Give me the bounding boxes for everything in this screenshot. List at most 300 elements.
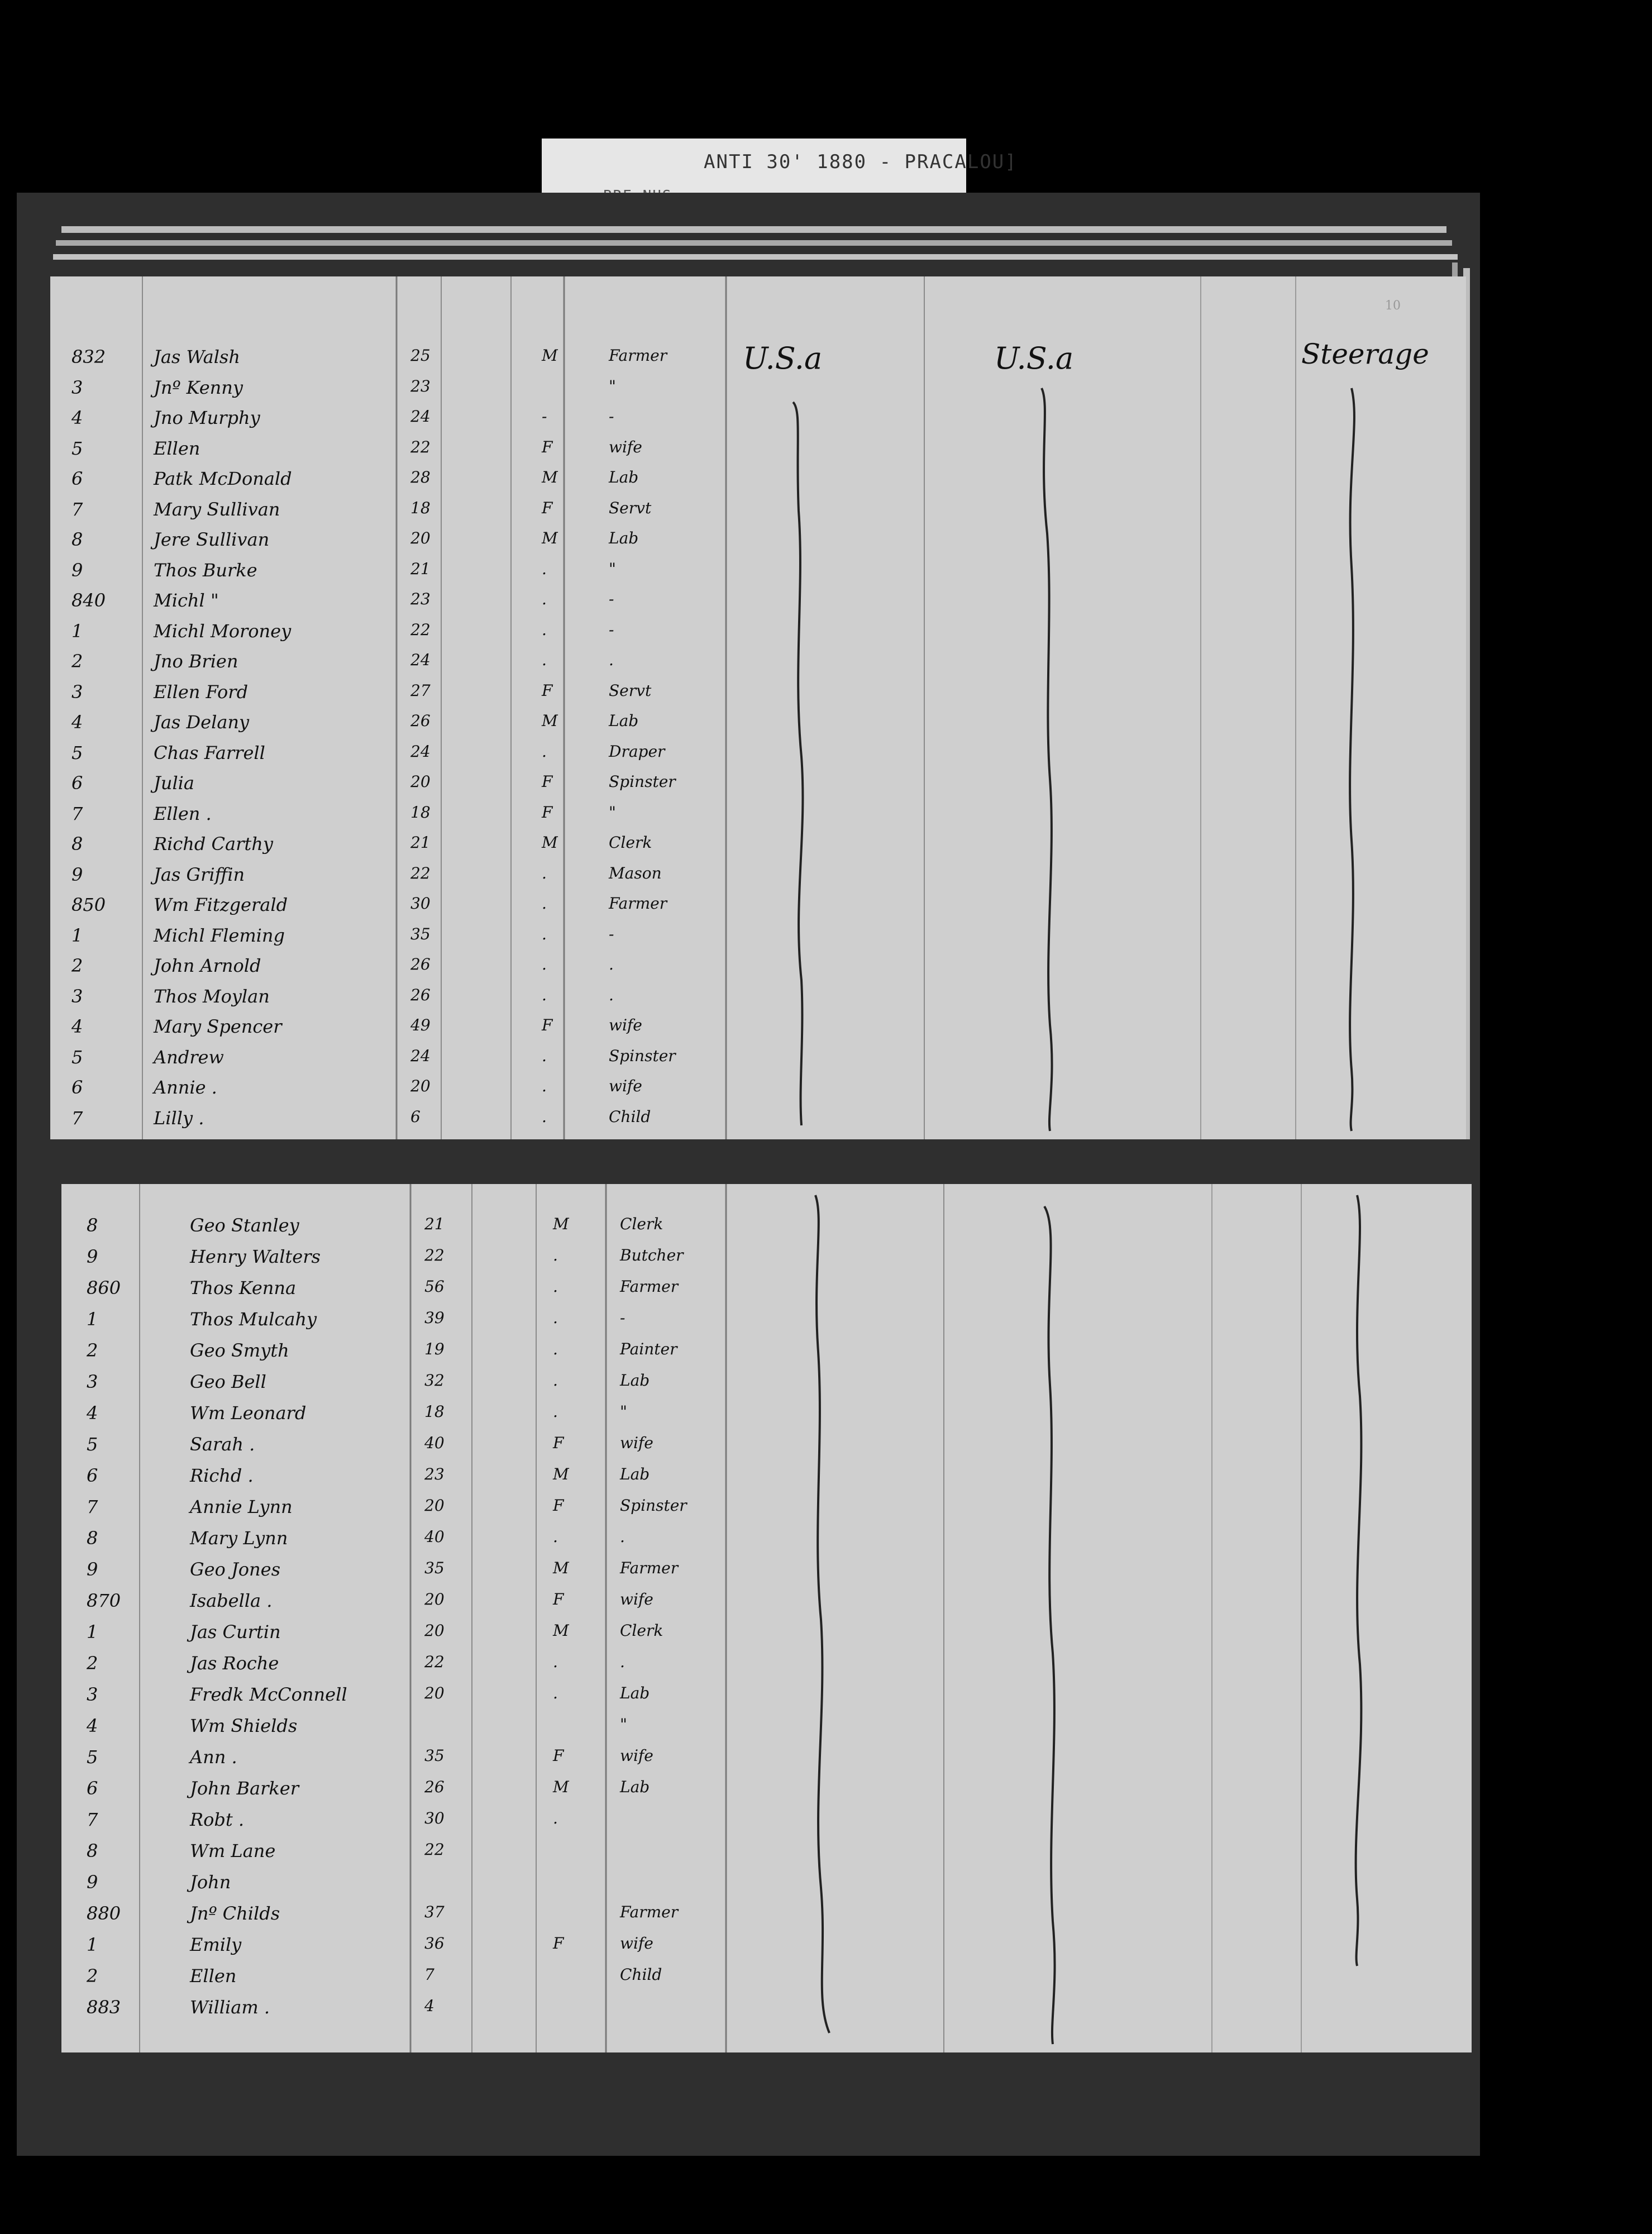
row-number: 3 bbox=[87, 1684, 98, 1705]
row-number: 1 bbox=[71, 924, 83, 946]
passenger-age: 26 bbox=[410, 985, 431, 1004]
passenger-name: Richd Carthy bbox=[154, 833, 273, 855]
passenger-occupation: Farmer bbox=[620, 1559, 679, 1577]
row-number: 6 bbox=[87, 1465, 98, 1486]
passenger-row bbox=[61, 1277, 1472, 1311]
row-number: 4 bbox=[71, 407, 83, 428]
passenger-row bbox=[61, 1590, 1472, 1624]
row-number: 5 bbox=[71, 1046, 83, 1068]
passenger-sex: F bbox=[553, 1496, 564, 1515]
passenger-occupation: - bbox=[609, 620, 614, 639]
passenger-name: Geo Stanley bbox=[190, 1215, 299, 1236]
passenger-occupation: Farmer bbox=[620, 1277, 679, 1296]
row-number: 832 bbox=[71, 346, 106, 367]
row-number: 9 bbox=[87, 1246, 98, 1267]
passenger-row bbox=[61, 1653, 1472, 1686]
row-number: 860 bbox=[87, 1277, 121, 1299]
passenger-sex: . bbox=[553, 1527, 558, 1546]
passenger-name: Jnº Childs bbox=[190, 1903, 280, 1924]
passenger-age: 20 bbox=[424, 1590, 445, 1608]
passenger-occupation: " bbox=[620, 1402, 627, 1421]
passenger-name: Julia bbox=[154, 772, 194, 794]
passenger-row bbox=[50, 1047, 1466, 1080]
row-number: 5 bbox=[87, 1434, 98, 1455]
passenger-row bbox=[50, 894, 1466, 928]
passenger-sex: . bbox=[553, 1371, 558, 1390]
passenger-age: 35 bbox=[410, 924, 431, 943]
passenger-sex: F bbox=[553, 1434, 564, 1452]
passenger-row bbox=[50, 468, 1466, 502]
passenger-age: 7 bbox=[424, 1965, 435, 1984]
row-number: 9 bbox=[87, 1559, 98, 1580]
passenger-age: 22 bbox=[424, 1840, 445, 1859]
passenger-age: 20 bbox=[410, 1077, 431, 1095]
passenger-row bbox=[61, 1840, 1472, 1874]
row-number: 850 bbox=[71, 894, 106, 915]
passenger-row bbox=[61, 1371, 1472, 1405]
passenger-name: Jas Delany bbox=[154, 712, 250, 733]
passenger-age: 22 bbox=[410, 437, 431, 456]
passenger-age: 22 bbox=[424, 1246, 445, 1264]
row-number: 883 bbox=[87, 1997, 121, 2018]
passenger-occupation: - bbox=[609, 924, 614, 943]
passenger-age: 25 bbox=[410, 346, 431, 365]
passenger-age: 18 bbox=[410, 498, 431, 517]
passenger-name: Geo Smyth bbox=[190, 1340, 289, 1361]
passenger-age: 18 bbox=[424, 1402, 445, 1421]
passenger-name: Emily bbox=[190, 1934, 242, 1955]
row-number: 3 bbox=[71, 985, 83, 1007]
passenger-name: Mary Spencer bbox=[154, 1016, 282, 1037]
row-number: 840 bbox=[71, 590, 106, 611]
passenger-name: John Arnold bbox=[154, 955, 261, 976]
passenger-name: Jno Brien bbox=[154, 651, 238, 672]
passenger-name: Wm Shields bbox=[190, 1715, 298, 1736]
passenger-row bbox=[61, 1559, 1472, 1592]
passenger-age: 22 bbox=[410, 863, 431, 882]
passenger-occupation: wife bbox=[620, 1746, 653, 1765]
row-number: 6 bbox=[71, 772, 83, 794]
passenger-occupation: wife bbox=[620, 1434, 653, 1452]
row-number: 7 bbox=[71, 803, 83, 824]
passenger-sex: . bbox=[542, 559, 547, 578]
passenger-name: Mary Sullivan bbox=[154, 498, 280, 520]
passenger-row bbox=[50, 1016, 1466, 1049]
passenger-sex: M bbox=[553, 1215, 569, 1233]
passenger-name: John Barker bbox=[190, 1778, 299, 1799]
page-corner-number: 10 bbox=[1385, 299, 1401, 313]
top-page-edge bbox=[53, 254, 1458, 260]
passenger-occupation: - bbox=[609, 407, 614, 426]
row-number: 8 bbox=[71, 833, 83, 855]
passenger-age: 35 bbox=[424, 1559, 445, 1577]
passenger-name: John bbox=[190, 1872, 231, 1893]
passenger-name: Thos Mulcahy bbox=[190, 1309, 317, 1330]
passenger-sex: . bbox=[553, 1340, 558, 1358]
row-number: 9 bbox=[71, 863, 83, 885]
passenger-row bbox=[50, 377, 1466, 410]
archive-label-title: ANTI 30' 1880 - PRACALOU] bbox=[704, 151, 1018, 173]
passenger-occupation: " bbox=[609, 376, 616, 395]
passenger-occupation: Spinster bbox=[609, 772, 676, 791]
passenger-occupation: wife bbox=[609, 437, 642, 456]
passenger-sex: . bbox=[542, 985, 547, 1004]
passenger-age: 39 bbox=[424, 1309, 445, 1327]
passenger-row bbox=[61, 1246, 1472, 1280]
passenger-name: Geo Bell bbox=[190, 1371, 266, 1392]
passenger-name: Ellen . bbox=[154, 803, 212, 824]
passenger-row bbox=[50, 986, 1466, 1019]
passenger-name: Wm Lane bbox=[190, 1840, 276, 1861]
register-page-top bbox=[50, 276, 1466, 1139]
passenger-age: 24 bbox=[410, 651, 431, 669]
passenger-age: 24 bbox=[410, 1046, 431, 1065]
passenger-age: 24 bbox=[410, 742, 431, 761]
passenger-sex: . bbox=[542, 955, 547, 973]
passenger-age: 20 bbox=[424, 1621, 445, 1640]
passenger-age: 21 bbox=[410, 833, 431, 852]
passenger-row bbox=[50, 864, 1466, 898]
passenger-row bbox=[50, 833, 1466, 867]
passenger-row bbox=[50, 438, 1466, 471]
passenger-name: Isabella . bbox=[190, 1590, 273, 1611]
passenger-row bbox=[50, 407, 1466, 441]
passenger-row bbox=[61, 1527, 1472, 1561]
passenger-name: Jere Sullivan bbox=[154, 529, 270, 550]
passenger-occupation: - bbox=[620, 1309, 626, 1327]
passenger-occupation: " bbox=[620, 1715, 627, 1734]
passenger-occupation: wife bbox=[609, 1077, 642, 1095]
passenger-row bbox=[61, 1309, 1472, 1342]
passenger-row bbox=[61, 1465, 1472, 1498]
row-number: 5 bbox=[87, 1746, 98, 1768]
passenger-row bbox=[50, 803, 1466, 837]
passenger-age: 19 bbox=[424, 1340, 445, 1358]
passenger-name: Wm Fitzgerald bbox=[154, 894, 288, 915]
passenger-age: 20 bbox=[410, 772, 431, 791]
passenger-row bbox=[61, 1903, 1472, 1936]
passenger-occupation: Child bbox=[609, 1107, 651, 1126]
passenger-occupation: Lab bbox=[620, 1371, 650, 1390]
row-number: 5 bbox=[71, 437, 83, 459]
passenger-name: Andrew bbox=[154, 1046, 224, 1068]
passenger-age: 56 bbox=[424, 1277, 445, 1296]
passenger-name: Chas Farrell bbox=[154, 742, 265, 763]
passenger-occupation: Mason bbox=[609, 863, 662, 882]
passenger-name: Lilly . bbox=[154, 1107, 204, 1129]
passenger-occupation: Child bbox=[620, 1965, 662, 1984]
passenger-age: 30 bbox=[424, 1809, 445, 1827]
passenger-row bbox=[61, 1809, 1472, 1842]
passenger-name: Annie . bbox=[154, 1077, 217, 1098]
passenger-sex: M bbox=[542, 468, 558, 486]
passenger-name: Wm Leonard bbox=[190, 1402, 307, 1424]
passenger-sex: - bbox=[542, 407, 547, 426]
passenger-name: Geo Jones bbox=[190, 1559, 280, 1580]
passenger-row bbox=[50, 1077, 1466, 1110]
row-number: 6 bbox=[87, 1778, 98, 1799]
passenger-sex: F bbox=[542, 498, 553, 517]
passenger-age: 21 bbox=[410, 559, 431, 578]
passenger-age: 23 bbox=[424, 1465, 445, 1483]
row-number: 1 bbox=[87, 1934, 98, 1955]
passenger-age: 37 bbox=[424, 1903, 445, 1921]
passenger-sex: M bbox=[553, 1778, 569, 1796]
passenger-occupation: . bbox=[609, 955, 614, 973]
passenger-name: Jas Walsh bbox=[154, 346, 240, 367]
passenger-row bbox=[50, 651, 1466, 684]
passenger-sex: F bbox=[553, 1746, 564, 1765]
top-page-edge bbox=[61, 226, 1446, 233]
row-number: 1 bbox=[87, 1309, 98, 1330]
row-number: 1 bbox=[71, 620, 83, 642]
passenger-name: Jnº Kenny bbox=[154, 376, 243, 398]
passenger-sex: . bbox=[542, 651, 547, 669]
row-number: 3 bbox=[87, 1371, 98, 1392]
row-number: 4 bbox=[87, 1715, 98, 1736]
passenger-occupation: Farmer bbox=[609, 346, 667, 365]
passenger-occupation: - bbox=[609, 590, 614, 608]
row-number: 5 bbox=[71, 742, 83, 763]
passenger-row bbox=[50, 772, 1466, 806]
top-page-edge bbox=[56, 240, 1452, 246]
passenger-sex: . bbox=[542, 742, 547, 761]
row-number: 2 bbox=[87, 1340, 98, 1361]
passenger-name: Ellen Ford bbox=[154, 681, 249, 703]
passenger-age: 26 bbox=[410, 712, 431, 730]
passenger-age: 22 bbox=[424, 1653, 445, 1671]
passenger-sex: F bbox=[542, 772, 553, 791]
passenger-age: 30 bbox=[410, 894, 431, 913]
row-number: 6 bbox=[71, 468, 83, 489]
passenger-row bbox=[61, 1496, 1472, 1530]
passenger-sex: . bbox=[542, 924, 547, 943]
passenger-row bbox=[61, 1402, 1472, 1436]
passenger-age: 26 bbox=[410, 955, 431, 973]
register-page-bottom bbox=[61, 1184, 1472, 2052]
passenger-occupation: . bbox=[620, 1653, 625, 1671]
passenger-row bbox=[50, 529, 1466, 562]
passenger-sex: . bbox=[542, 1107, 547, 1126]
passenger-sex: . bbox=[542, 863, 547, 882]
passenger-age: 35 bbox=[424, 1746, 445, 1765]
passenger-occupation: " bbox=[609, 803, 616, 822]
row-number: 8 bbox=[87, 1840, 98, 1861]
passenger-age: 23 bbox=[410, 590, 431, 608]
passenger-name: Patk McDonald bbox=[154, 468, 292, 489]
passenger-row bbox=[61, 1684, 1472, 1717]
column-header-destination: U.S.a bbox=[994, 341, 1074, 376]
passenger-row bbox=[50, 742, 1466, 776]
passenger-age: 49 bbox=[410, 1016, 431, 1034]
passenger-name: Jno Murphy bbox=[154, 407, 260, 428]
passenger-name: Michl Fleming bbox=[154, 924, 285, 946]
passenger-occupation: Lab bbox=[609, 468, 639, 486]
passenger-age: 26 bbox=[424, 1778, 445, 1796]
passenger-age: 6 bbox=[410, 1107, 421, 1126]
passenger-row bbox=[50, 560, 1466, 593]
row-number: 3 bbox=[71, 376, 83, 398]
passenger-occupation: " bbox=[609, 559, 616, 578]
passenger-name: Jas Griffin bbox=[154, 863, 245, 885]
passenger-name: Thos Kenna bbox=[190, 1277, 297, 1299]
passenger-row bbox=[50, 590, 1466, 623]
passenger-age: 22 bbox=[410, 620, 431, 639]
row-number: 2 bbox=[71, 651, 83, 672]
passenger-sex: . bbox=[542, 1046, 547, 1065]
passenger-sex: . bbox=[542, 1077, 547, 1095]
passenger-age: 24 bbox=[410, 407, 431, 426]
passenger-age: 28 bbox=[410, 468, 431, 486]
passenger-row bbox=[61, 1934, 1472, 1968]
passenger-name: Ellen bbox=[154, 437, 200, 459]
passenger-name: Thos Burke bbox=[154, 559, 257, 581]
row-number: 7 bbox=[87, 1496, 98, 1517]
passenger-sex: . bbox=[553, 1653, 558, 1671]
row-number: 2 bbox=[71, 955, 83, 976]
passenger-occupation: Painter bbox=[620, 1340, 677, 1358]
passenger-occupation: Spinster bbox=[620, 1496, 687, 1515]
passenger-name: Fredk McConnell bbox=[190, 1684, 347, 1705]
passenger-name: Michl Moroney bbox=[154, 620, 292, 642]
passenger-row bbox=[61, 1715, 1472, 1749]
passenger-age: 40 bbox=[424, 1434, 445, 1452]
row-number: 870 bbox=[87, 1590, 121, 1611]
passenger-name: Robt . bbox=[190, 1809, 245, 1830]
passenger-age: 4 bbox=[424, 1997, 435, 2015]
passenger-name: Annie Lynn bbox=[190, 1496, 293, 1517]
passenger-row bbox=[50, 712, 1466, 745]
passenger-occupation: wife bbox=[620, 1934, 653, 1953]
passenger-row bbox=[50, 620, 1466, 654]
passenger-name: Thos Moylan bbox=[154, 985, 270, 1007]
passenger-age: 40 bbox=[424, 1527, 445, 1546]
passenger-age: 21 bbox=[424, 1215, 445, 1233]
passenger-age: 20 bbox=[424, 1496, 445, 1515]
passenger-sex: F bbox=[542, 437, 553, 456]
passenger-row bbox=[50, 925, 1466, 958]
passenger-occupation: Lab bbox=[620, 1778, 650, 1796]
passenger-name: Michl " bbox=[154, 590, 219, 611]
row-number: 2 bbox=[87, 1653, 98, 1674]
row-number: 8 bbox=[87, 1527, 98, 1549]
passenger-age: 36 bbox=[424, 1934, 445, 1953]
passenger-occupation: Clerk bbox=[620, 1215, 663, 1233]
passenger-occupation: Lab bbox=[620, 1465, 650, 1483]
row-number: 8 bbox=[87, 1215, 98, 1236]
row-number: 4 bbox=[71, 1016, 83, 1037]
row-number: 7 bbox=[71, 1107, 83, 1129]
passenger-name: Jas Curtin bbox=[190, 1621, 281, 1643]
passenger-occupation: Farmer bbox=[609, 894, 667, 913]
passenger-occupation: Clerk bbox=[609, 833, 652, 852]
passenger-age: 27 bbox=[410, 681, 431, 700]
passenger-name: Henry Walters bbox=[190, 1246, 321, 1267]
passenger-row bbox=[61, 1778, 1472, 1811]
passenger-occupation: Spinster bbox=[609, 1046, 676, 1065]
passenger-name: Ellen bbox=[190, 1965, 237, 1987]
passenger-sex: . bbox=[553, 1246, 558, 1264]
passenger-sex: . bbox=[542, 620, 547, 639]
passenger-row bbox=[50, 955, 1466, 989]
row-number: 9 bbox=[71, 559, 83, 581]
passenger-sex: . bbox=[542, 894, 547, 913]
passenger-occupation: . bbox=[609, 651, 614, 669]
passenger-name: William . bbox=[190, 1997, 270, 2018]
passenger-row bbox=[50, 1108, 1466, 1141]
passenger-sex: M bbox=[553, 1465, 569, 1483]
passenger-sex: F bbox=[553, 1934, 564, 1953]
row-number: 7 bbox=[71, 498, 83, 520]
passenger-occupation: . bbox=[620, 1527, 625, 1546]
passenger-occupation: Clerk bbox=[620, 1621, 663, 1640]
passenger-age: 32 bbox=[424, 1371, 445, 1390]
passenger-row bbox=[61, 1872, 1472, 1905]
passenger-age: 23 bbox=[410, 376, 431, 395]
row-number: 3 bbox=[71, 681, 83, 703]
passenger-sex: M bbox=[553, 1621, 569, 1640]
passenger-sex: . bbox=[542, 590, 547, 608]
passenger-row bbox=[61, 1340, 1472, 1373]
passenger-sex: F bbox=[542, 803, 553, 822]
row-number: 9 bbox=[87, 1872, 98, 1893]
passenger-occupation: Servt bbox=[609, 498, 652, 517]
passenger-sex: M bbox=[542, 833, 558, 852]
row-number: 8 bbox=[71, 529, 83, 550]
passenger-sex: . bbox=[553, 1309, 558, 1327]
row-number: 4 bbox=[71, 712, 83, 733]
passenger-sex: . bbox=[553, 1402, 558, 1421]
passenger-occupation: wife bbox=[620, 1590, 653, 1608]
column-header-class: Steerage bbox=[1301, 338, 1429, 370]
row-number: 6 bbox=[71, 1077, 83, 1098]
passenger-row bbox=[61, 1965, 1472, 1999]
passenger-sex: F bbox=[542, 681, 553, 700]
passenger-occupation: . bbox=[609, 985, 614, 1004]
column-header-citizen: U.S.a bbox=[743, 341, 823, 376]
passenger-row bbox=[61, 1434, 1472, 1467]
row-number: 2 bbox=[87, 1965, 98, 1987]
passenger-name: Jas Roche bbox=[190, 1653, 279, 1674]
passenger-name: Ann . bbox=[190, 1746, 237, 1768]
row-number: 880 bbox=[87, 1903, 121, 1924]
passenger-sex: F bbox=[542, 1016, 553, 1034]
passenger-row bbox=[50, 346, 1466, 380]
row-number: 1 bbox=[87, 1621, 98, 1643]
passenger-occupation: Servt bbox=[609, 681, 652, 700]
passenger-row bbox=[61, 1997, 1472, 2030]
passenger-sex: M bbox=[542, 346, 558, 365]
passenger-sex: F bbox=[553, 1590, 564, 1608]
passenger-sex: . bbox=[553, 1684, 558, 1702]
passenger-occupation: wife bbox=[609, 1016, 642, 1034]
passenger-sex: M bbox=[542, 529, 558, 547]
passenger-age: 20 bbox=[410, 529, 431, 547]
passenger-name: Richd . bbox=[190, 1465, 254, 1486]
passenger-name: Sarah . bbox=[190, 1434, 255, 1455]
passenger-row bbox=[61, 1746, 1472, 1780]
passenger-occupation: Lab bbox=[609, 712, 639, 730]
passenger-occupation: Lab bbox=[609, 529, 639, 547]
passenger-row bbox=[50, 681, 1466, 715]
passenger-occupation: Lab bbox=[620, 1684, 650, 1702]
passenger-occupation: Farmer bbox=[620, 1903, 679, 1921]
passenger-sex: . bbox=[553, 1277, 558, 1296]
passenger-name: Mary Lynn bbox=[190, 1527, 288, 1549]
passenger-occupation: Draper bbox=[609, 742, 665, 761]
passenger-row bbox=[61, 1621, 1472, 1655]
passenger-sex: M bbox=[553, 1559, 569, 1577]
